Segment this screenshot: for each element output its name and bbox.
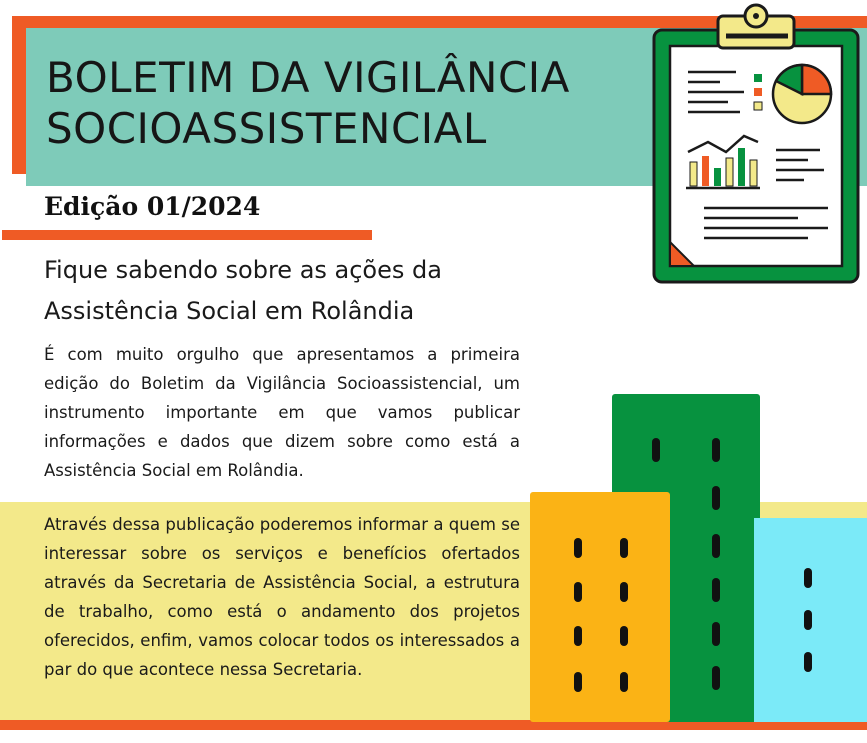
title-line-1: BOLETIM DA VIGILÂNCIA bbox=[46, 53, 570, 102]
subtitle-line-2: Assistência Social em Rolândia bbox=[44, 297, 415, 325]
page-title bbox=[46, 52, 646, 154]
intro-paragraph: É com muito orgulho que apresentamos a primeira edição do Boletim da Vigilância Socioassistencial, um instrumento importante em que vamos publicar informações e dados que dizem sobre como está a Assistência Social em Rolândia. bbox=[44, 345, 520, 480]
clipboard-report-icon bbox=[648, 2, 864, 286]
title-line-2: SOCIOASSISTENCIAL bbox=[46, 104, 487, 153]
subtitle bbox=[44, 250, 524, 332]
buildings-illustration bbox=[528, 392, 867, 722]
subtitle-line-1: Fique sabendo sobre as ações da bbox=[44, 256, 442, 284]
edition-underline bbox=[2, 230, 372, 240]
edition-label: Edição 01/2024 bbox=[44, 192, 261, 221]
pie-chart-icon bbox=[773, 65, 831, 123]
left-orange-bar bbox=[12, 16, 26, 174]
highlight-paragraph: Através dessa publicação poderemos informar a quem se interessar sobre os serviços e benefícios ofertados através da Secretaria de Assistência Social, a estrutura de trabalho, como está o andamento dos projetos oferecidos, enfim, vamos colocar todos os interessados a par do que acontece nessa Secretaria. bbox=[44, 515, 520, 679]
